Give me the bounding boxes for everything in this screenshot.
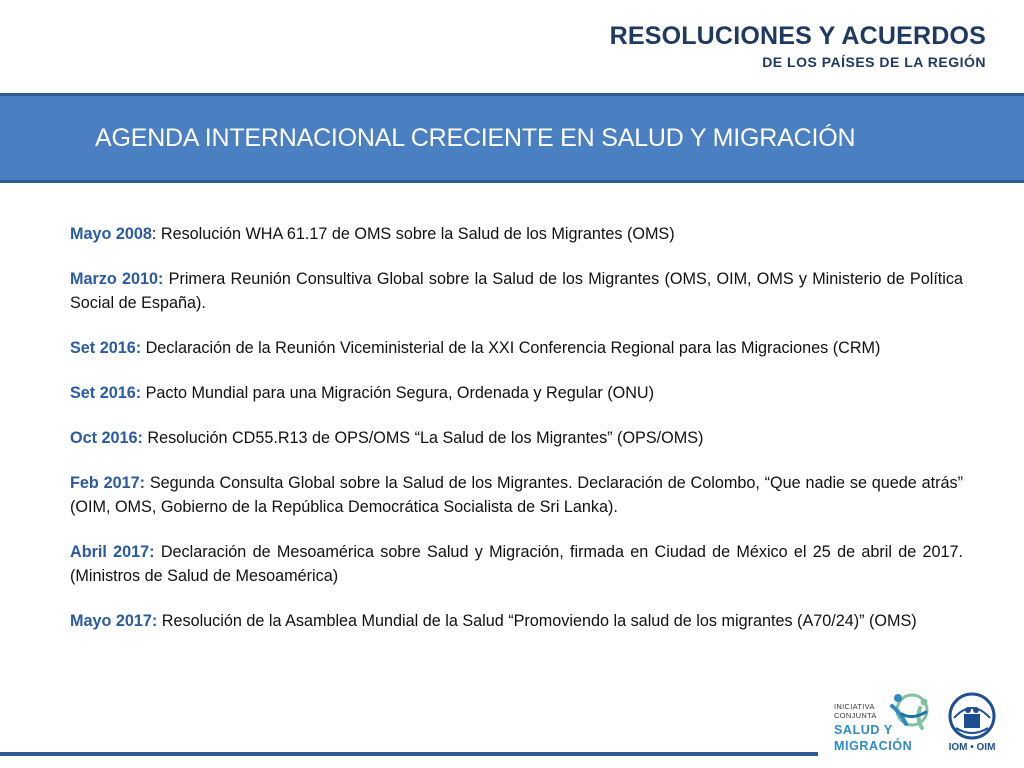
item-text: Primera Reunión Consultiva Global sobre la Salud de los Migrantes (OMS, OIM, OMS y Ministerio de Política Social de España). (70, 270, 964, 312)
title-band (0, 93, 1024, 183)
header-title: RESOLUCIONES Y ACUERDOS (609, 22, 986, 50)
item-date: Set 2016: (70, 384, 142, 402)
footer-divider (0, 752, 818, 756)
iom-emblem-icon (942, 690, 1002, 742)
list-item (70, 426, 963, 450)
list-item (70, 267, 963, 315)
salud-migracion-logo (826, 690, 934, 760)
logo-line-conjunta: CONJUNTA (834, 711, 877, 720)
item-text: Segunda Consulta Global sobre la Salud de los Migrantes. Declaración de Colombo, “Que nadie se quede atrás” (OIM, OMS, Gobierno de la República Democrática Socialista de Sri Lanka). (70, 474, 963, 516)
list-item (70, 609, 963, 633)
list-item (70, 540, 963, 588)
item-text: Resolución de la Asamblea Mundial de la Salud “Promoviendo la salud de los migrantes (A70/24)” (OMS) (161, 612, 917, 630)
item-date: Feb 2017: (70, 474, 145, 492)
logo-text-small (834, 702, 877, 720)
logo-line-migracion: MIGRACIÓN (834, 739, 913, 753)
list-item (70, 381, 963, 405)
people-circle-icon (886, 690, 934, 734)
slide-title: AGENDA INTERNACIONAL CRECIENTE EN SALUD Y MIGRACIÓN (95, 124, 856, 152)
item-text: Declaración de la Reunión Viceministerial de la XXI Conferencia Regional para las Migraciones (CRM) (145, 339, 881, 357)
list-item (70, 471, 963, 519)
item-date: Mayo 2008 (70, 225, 152, 243)
item-separator: : (151, 225, 161, 243)
list-item (70, 336, 963, 360)
item-text: Resolución WHA 61.17 de OMS sobre la Salud de los Migrantes (OMS) (160, 225, 675, 243)
item-text: Resolución CD55.R13 de OPS/OMS “La Salud de los Migrantes” (OPS/OMS) (147, 429, 704, 447)
list-item (70, 222, 963, 246)
iom-oim-logo (942, 690, 1002, 760)
item-date: Set 2016: (70, 339, 142, 357)
logo-line-iniciativa: INICIATIVA (834, 702, 875, 711)
resolutions-list (70, 222, 963, 654)
logo-line-salud: SALUD Y (834, 723, 893, 737)
item-date: Oct 2016: (70, 429, 143, 447)
item-text: Declaración de Mesoamérica sobre Salud y Migración, firmada en Ciudad de México el 25 de abril de 2017. (Ministros de Salud de Mesoamérica) (70, 543, 963, 585)
item-date: Marzo 2010: (70, 270, 164, 288)
item-date: Abril 2017: (70, 543, 155, 561)
header-subtitle: DE LOS PAÍSES DE LA REGIÓN (762, 54, 986, 70)
iom-label: IOM • OIM (948, 742, 996, 753)
item-text: Pacto Mundial para una Migración Segura, Ordenada y Regular (ONU) (145, 384, 654, 402)
item-date: Mayo 2017: (70, 612, 158, 630)
